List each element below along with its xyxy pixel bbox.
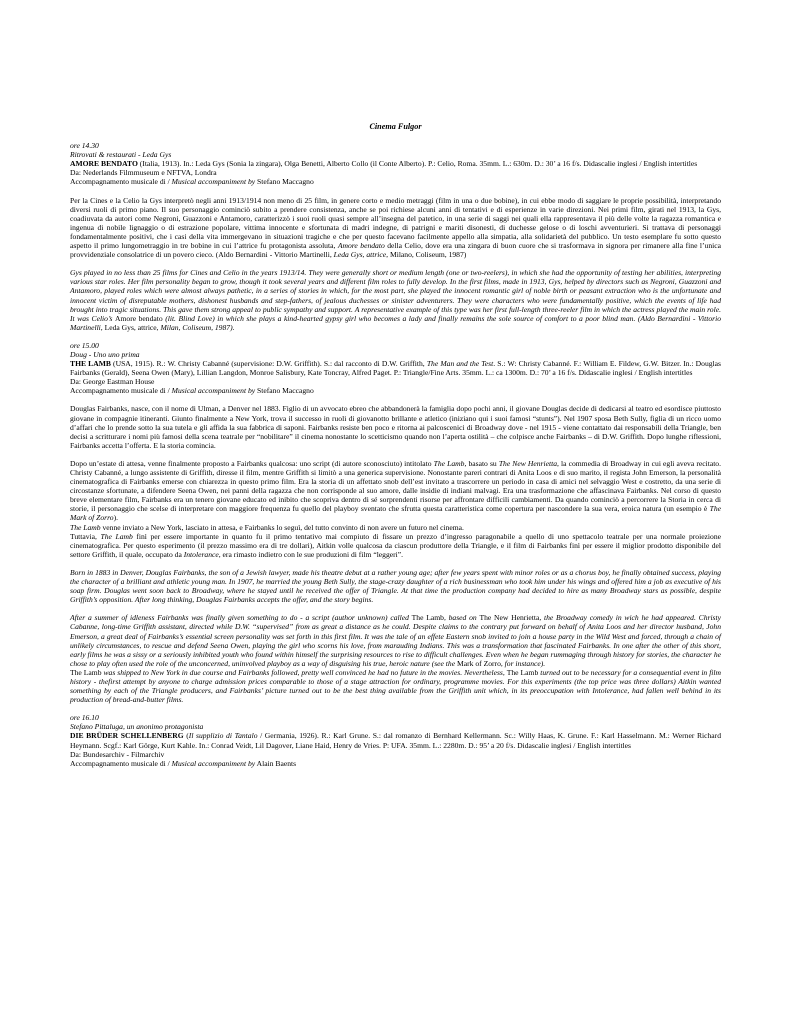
text-run: , for instance). (500, 658, 546, 668)
accomp-name: Alain Baents (255, 758, 297, 768)
accomp-en: Musical accompaniment by (171, 177, 256, 187)
text-run: (lit. Blind Love) in which she plays a kind-hearted gypsy girl who becomes a lady and finally remains the sole source of comfort to a poor blind man. (Aldo Bernardini - Vittorio Martinelli, (70, 313, 721, 332)
text-run-roman: Leda Gys, attrice (104, 322, 157, 332)
text-run-roman: The Lamb (70, 667, 102, 677)
series-title: Doug - Uno uno prima (70, 349, 140, 359)
credits-italic: The Man and the Test (426, 359, 494, 369)
film-credits (70, 731, 721, 749)
text-run: , la commedia di Broadway in cui egli aveva recitato. Christy Cabanné, a lungo assistente di Griffith, diresse il film, mentre Griffith si limitò a una generica supervisione. Nonostante pareri contrari di Anita Loos e di suo marito, il regista John Emerson, la personalità cinematografica di Fairbanks emerse con chiarezza in questo primo film. Era la storia di un affettato snob dell’est invitato a trascorrere un periodo in casa di amici nel selvaggio West e costretto, da una serie di circostanze sfortunate, a difendere Seena Owen, nei panni della ragazza che non corrisponde al suo amore, dalle insidie di indiani malvagi. Era una trasformazione che affascinava Fairbanks. Nel corso di questo breve elementare film, Fairbanks era un tenero giovane educato ed inibito che scopriva dentro di sé sorprendenti risorse per affrontare difficili cambiamenti. Da quando cominciò a percorrere la Storia in cerca di storie, il personaggio che scelse di interpretare con maggiore frequenza fu quello del playboy sventato che sfrutta questa caratteristica come copertura per nascondere la sua vera, eroica natura (un esempio è (70, 458, 721, 514)
italian-text (70, 196, 721, 260)
italian-paragraph-1: Douglas Fairbanks, nasce, con il nome di Ulman, a Denver nel 1883. Figlio di un avvocato ebreo che abbandonerà la famiglia dopo pochi anni, il giovane Douglas decide di dedicarsi al teatro ed esordisce piuttosto giovane in compagnie itineranti. Giunto finalmente a New York, trova il successo in ruoli di giovanotto brillante e atletico (iniziano qui i suoi famosi “stunts”). Nel 1907 sposa Beth Sully, figlia di un ricco uomo d’affari che lo prende sotto la sua tutela e gli affida la sua fabbrica di saponi. Fairbanks resiste ben poco e ritorna ai palcoscenici di Broadway dove - nel 1915 - viene contattato dai responsabili della Triangle, ben decisi a scritturare i nomi più famosi della scena teatrale per “nobilitare” il cinema nonostante lo scetticismo quando non l’aperta ostilità – che colpisce anche Fairbanks – di D.W. Griffith. Dopo lunghe riflessioni, Fairbanks accetta l’offerta. E la storia comincia. (70, 404, 721, 450)
text-run-roman: Mark of Zorro (457, 658, 501, 668)
text-run: , based on (443, 613, 480, 623)
print-source: Da: George Eastman House (70, 377, 155, 387)
accomp-prefix: Accompagnamento musicale di / (70, 177, 172, 187)
text-run: , basato su (464, 458, 499, 468)
italian-paragraph-2 (70, 459, 721, 523)
english-paragraph-3 (70, 668, 721, 704)
credits-italic: Il supplizio di Tantalo (188, 731, 258, 741)
print-source: Da: Nederlands Filmmuseum e NFTVA, Londra (70, 168, 217, 178)
program-entry-the-lamb (70, 341, 721, 704)
program-entry-amore-bendato (70, 141, 721, 332)
italian-paragraph-3 (70, 523, 721, 532)
text-run-italic: The Lamb (70, 522, 101, 532)
english-paragraph-2 (70, 613, 721, 668)
accomp-prefix: Accompagnamento musicale di / (70, 758, 172, 768)
document-page (70, 122, 721, 768)
film-title: THE LAMB (70, 359, 111, 369)
credits-text: ( (183, 731, 189, 741)
italian-paragraph-4 (70, 532, 721, 559)
credits-text: / Germania, 1926). R.: Karl Grune. S.: dal romanzo di Bernhard Kellermann. Sc.: Willy Haas, K. Grune. F.: Karl Hasselmann. M.: Werner Richard Heymann. Scgf.: Karl Görge, Kurt Kahle. In.: Conrad Veidt, Lil Dagover, Liane Haid, Henry de Vries. P: UFA. 35mm. L.: 2280m. D.: 95’ a 20 f/s. Didascalie inglesi / English intertitles (70, 731, 721, 750)
text-run: Tuttavia, (70, 531, 101, 541)
text-run-roman: The Lamb (506, 667, 539, 677)
text-run: turned out to be necessary for a consequential event in film history - thefirst attempt by anyone to charge admission prices comparable to those of a stage attraction for ordinary, programme movies. For this experiments (the top price was three dollars) Aitkin wanted something by each of the Triangle producers, and Fairbanks’ picture turned out to be the best thing available from the Griffith unit which, in its preoccupation with Intolerance, had fallen well behind in its production of bread-and-butter films. (70, 667, 722, 705)
series-title: Stefano Pittaluga, un anonimo protagonista (70, 722, 204, 732)
musical-accompaniment (70, 386, 721, 395)
musical-accompaniment (70, 759, 721, 768)
screening-time: ore 14.30 (70, 141, 99, 151)
screening-time: ore 15.00 (70, 340, 99, 350)
screening-time: ore 16.10 (70, 713, 99, 723)
film-title: AMORE BENDATO (70, 159, 138, 169)
text-run-italic: The Lamb (433, 458, 465, 468)
text-run: , Milan, Coliseum, 1987). (156, 322, 235, 332)
text-run: Dopo un’estate di attesa, venne finalmente proposto a Fairbanks qualcosa: uno script (di autore sconosciuto) intitolato (70, 458, 434, 468)
text-run-italic: The Mark of Zorro (70, 504, 721, 523)
venue-title: Cinema Fulgor (369, 122, 422, 131)
text-run: Per la Cines e la Celio la Gys interpretò negli anni 1913/1914 non meno di 25 film, in genere corto e medio metraggi (film in una o due bobine), in cui ebbe modo di saggiare le proprie possibilità, interpretando diversi ruoli di primo piano. Il suo personaggio cominciò subito a prendere consistenza, anche se poi richiese alcuni anni di tentativi e di esperienze in varie direzioni. Nei primi film, girati nel 1913, la Gys, coadiuvata da autori come Negroni, Guazzoni e Antamoro, caratterizzò i suoi ruoli quasi sempre all’insegna del patetico, in una serie di saggi nei quali ella rappresentava il più delle volte la ragazza romantica e ingenua di nobile lignaggio o di estrazione popolare, vittima innocente e sfortunata di madri indegne, di patrigni e mariti disonesti, di duchesse gelose o di loschi avventurieri. Si trattava di personaggi fondamentalmente positivi, che i casi della vita immergevano in situazioni tragiche e che per questo facevano facilmente appello alla simpatia, alla solidarietà del pubblico. Un testo esemplare fu sotto questo aspetto il primo lungometraggio in tre bobine in cui l’attrice fu protagonista assoluta, (70, 195, 721, 251)
text-run-italic: The Lamb (100, 531, 133, 541)
program-entry-die-bruder-schellenberg (70, 713, 721, 768)
musical-accompaniment (70, 177, 721, 186)
text-run: was shipped to New York in due course and Fairbanks followed, pretty well convinced he had no future in the movies. Nevertheless, (101, 667, 507, 677)
text-run: Gys played in no less than 25 films for Cines and Celio in the years 1913/14. They were generally short or medium length (one or two-reelers), in which she had the opportunity of testing her abilities, interpreting various star roles. Her film personality began to grow, though it took several years and different film roles to fully develop. In the first films, made in 1913, Gys, helped by directors such as Negroni, Guazzoni and Antamoro, played roles which were almost always pathetic, in a series of stories in which, for the most part, she played the innocent romantic girl of noble birth or peasant extraction who is the unfortunate and innocent victim of disreputable mothers, dishonest husbands and step-fathers, of jealous duchesses or sinister adventurers. They were characters who were fundamentally positive, which the events of life had brought into tragic situations. This gave them strong appeal to public sympathy and support. A representative example of this type was her first full-length three-reeler film in which the actress played the main role. It was Celio’s (70, 268, 721, 323)
text-run: , Milano, Coliseum, 1987) (386, 250, 467, 260)
accomp-prefix: Accompagnamento musicale di / (70, 386, 172, 396)
credits-text: . S.: W: Christy Cabanné. F.: William E. Fildew, G.W. Bitzer. In.: Douglas Fairbanks (Gerald), Seena Owen (Mary), Lillian Langdon, Monroe Salisbury, Kate Toncray, Alfred Paget. P.: Triangle/Fine Arts. 35mm. L.: ca 1300m. D.: 70’ a 16 f/s. Didascalie inglesi / English intertitles (70, 359, 721, 378)
english-text (70, 268, 721, 332)
text-run: della Celio, dove era una zingara di buon cuore che si trasformava in signora per rimanere alla fine l’unica provvidenziale consolatrice di un povero cieco. (Aldo Bernardini - Vittorio Martinelli, (70, 241, 722, 260)
accomp-en: Musical accompaniment by (171, 386, 256, 396)
text-run-italic: The New Henrietta (498, 458, 558, 468)
text-run-roman: The Lamb (411, 613, 444, 623)
text-run-roman: The New Henrietta (479, 613, 540, 623)
series-title: Ritrovati & restaurati - Leda Gys (70, 150, 172, 160)
film-credits (70, 159, 721, 168)
english-paragraph-1: Born in 1883 in Denver, Douglas Fairbanks, the son of a Jewish lawyer, made his theatre debut at a rather young age; after few years spent with minor roles or as a chorus boy, he finally obtained success, playing the character of a brilliant and athletic young man. In 1907, he married the young Beth Sully, the stage-crazy daughter of a rich businessman who took him under his wings and offered him a job as executive of his soap firm. Douglas went soon back to Broadway, where he stayed until he received the offer of Triangle. At that time the production company had decided to hire as many Broadway stars as possible, despite Griffith’s opposition. After long thinking, Douglas Fairbanks accepts the offer, and the story begins. (70, 567, 721, 605)
text-run-italic: Intolerance (183, 549, 219, 559)
accomp-en: Musical accompaniment by (171, 758, 256, 768)
film-title: DIE BRÜDER SCHELLENBERG (70, 731, 184, 741)
credits-text: (USA, 1915). R.: W. Christy Cabanné (supervisione: D.W. Griffith). S.: dal racconto di D.W. Griffith, (110, 359, 427, 369)
text-run-italic: Leda Gys, attrice (333, 250, 387, 260)
text-run: , era rimasto indietro con le sue produzioni di film “leggeri”. (218, 549, 404, 559)
text-run-roman: Amore bendato (115, 313, 163, 323)
text-run: venne inviato a New York, lasciato in attesa, e Fairbanks lo seguì, del tutto convinto di non avere un futuro nel cinema. (100, 522, 464, 532)
text-run: , the Broadway comedy in wich he had appeared. Christy Cabanne, long-time Griffith assistant, directed while D.W. “supervised” from as great a distance as he could. Despite claims to the contrary put forward on behalf of Anita Loos and her director husband, John Emerson, a great deal of Fairbanks’s essential screen personality was set forth in this first film. It was the tale of an effete Eastern snob invited to join a house party in the Wild West and forced, through a chain of unlikely circumstances, to rescue and defend Seena Owen, playing the girl who scorns his love, from marauding Indians. This was a transformation that fascinated Fairbanks. In one after the other of this short, early films he was a sissy or a seriously inhibited youth who found within himself the surprising resources to rise to difficult challenges. Even when he began rummaging through history for stories, the character he chose to play often used the role of the unconcerned, uninvolved playboy as a way of disguising his true, heroic nature (see the (70, 613, 721, 668)
credits-text: (Italia, 1913). In.: Leda Gys (Sonia la zingara), Olga Benetti, Alberto Collo (il Conte Alberto). P.: Celio, Roma. 35mm. L.: 630m. D.: 30’ a 16 f/s. Didascalie inglesi / English intertitles (137, 159, 698, 169)
text-run: ). (113, 513, 119, 523)
accomp-name: Stefano Maccagno (255, 177, 314, 187)
film-credits (70, 359, 721, 377)
print-source: Da: Bundesarchiv - Filmarchiv (70, 749, 165, 759)
text-run: After a summer of idleness Fairbanks was finally given something to do - a script (author unknown) called (70, 613, 412, 623)
accomp-name: Stefano Maccagno (255, 386, 314, 396)
text-run-italic: Amore bendato (337, 241, 385, 251)
text-run: finì per essere importante in quanto fu il primo tentativo mai compiuto di fissare un prezzo d’ingresso paragonabile a quello di uno spettacolo teatrale per una normale proiezione cinematografica. Per questo esperimento (il prezzo massimo era di tre dollari), Aitkin volle qualcosa da ciascun produttore della Triangle, e il film di Fairbanks finì per essere il miglior prodotto disponibile del settore Griffith, il quale, occupato da (70, 531, 722, 559)
